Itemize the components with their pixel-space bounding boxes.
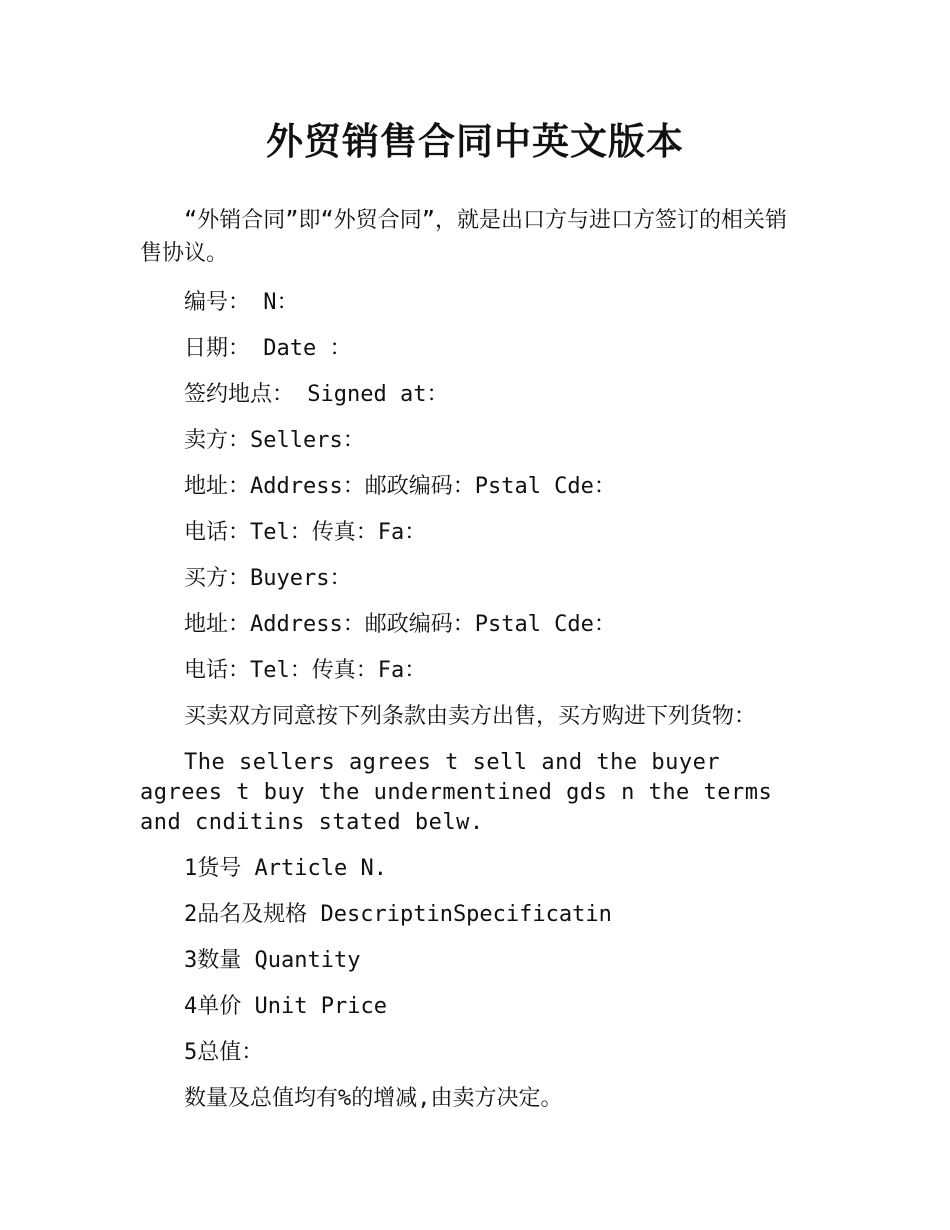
buyers-address-line: 地址：Address：邮政编码：Pstal Cde： xyxy=(184,612,616,637)
sellers-phone-line: 电话：Tel：传真：Fa： xyxy=(184,520,427,545)
item-description: 2品名及规格 DescriptinSpecificatin xyxy=(184,902,612,927)
item-unit-price: 4单价 Unit Price xyxy=(184,994,387,1019)
signed-at-line: 签约地点： Signed at： xyxy=(184,382,449,407)
english-agreement-paragraph: The sellers agrees t sell and the buyer agrees t buy the undermentined gds n the terms and cnditins stated belw. xyxy=(140,750,787,835)
contract-number-line: 编号： N： xyxy=(184,290,299,315)
buyers-phone-line: 电话：Tel：传真：Fa： xyxy=(184,658,427,683)
buyers-line: 买方：Buyers： xyxy=(184,566,352,591)
date-line: 日期： Date ： xyxy=(184,336,352,361)
item-total-value: 5总值： xyxy=(184,1040,264,1065)
item-article-number: 1货号 Article N. xyxy=(184,856,387,881)
quantity-tolerance-note: 数量及总值均有%的增减,由卖方决定。 xyxy=(184,1086,563,1111)
item-quantity: 3数量 Quantity xyxy=(184,948,361,973)
document-title: 外贸销售合同中英文版本 xyxy=(266,120,684,163)
agreement-line: 买卖双方同意按下列条款由卖方出售，买方购进下列货物： xyxy=(184,704,757,729)
intro-paragraph: “外销合同”即“外贸合同”，就是出口方与进口方签订的相关销售协议。 xyxy=(140,208,787,266)
sellers-address-line: 地址：Address：邮政编码：Pstal Cde： xyxy=(184,474,616,499)
document-body xyxy=(140,204,800,1130)
sellers-line: 卖方：Sellers： xyxy=(184,428,365,453)
